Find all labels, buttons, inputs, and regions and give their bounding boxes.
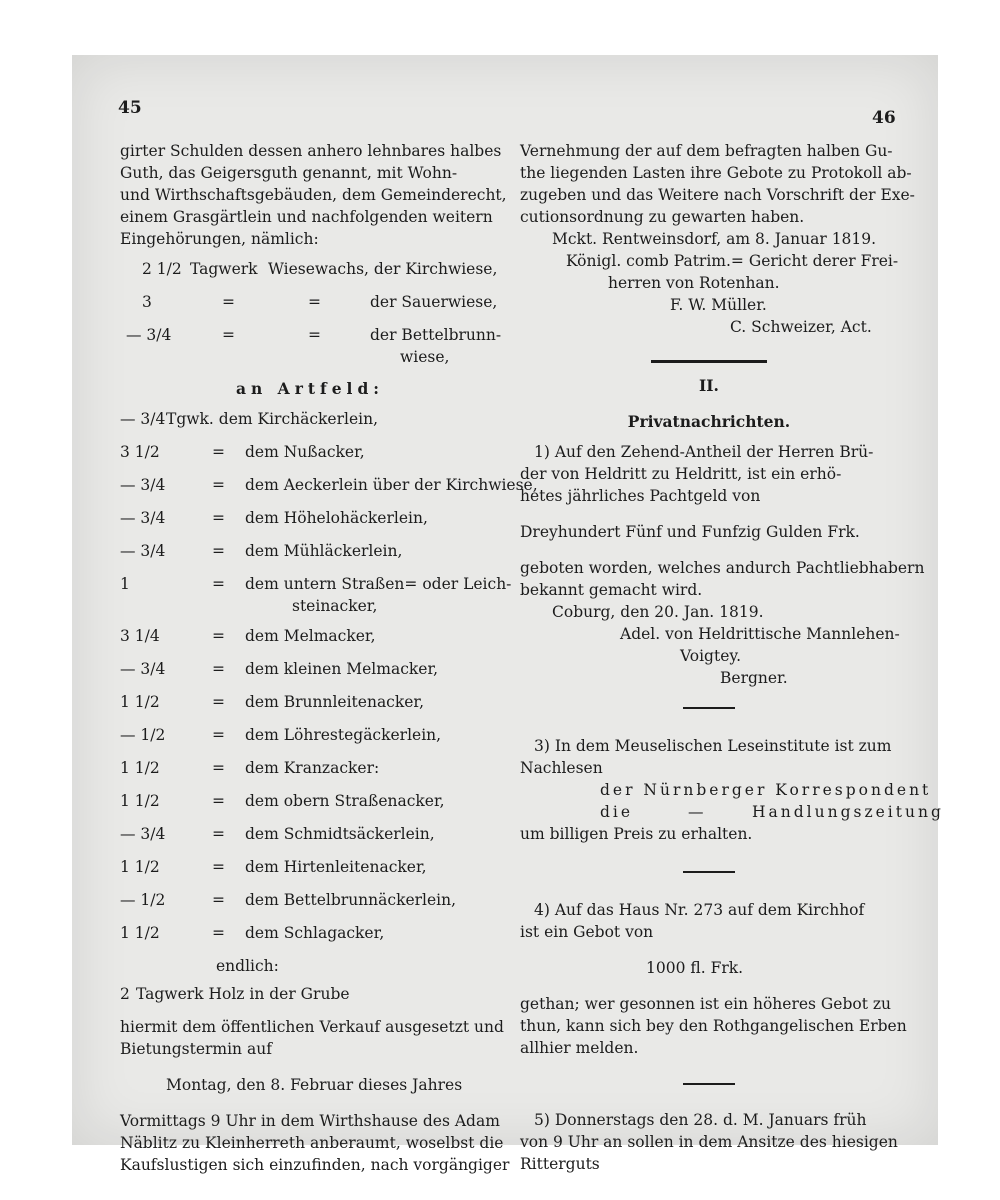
sale-paragraph [120,1016,504,1060]
meadow-row [120,291,500,324]
bid-amount: 1000 fl. Frk. [646,959,744,977]
wood-text: Tagwerk Holz in der Grube [136,985,350,1003]
field-row [120,757,500,790]
field-name: Tgwk. dem Kirchäckerlein, [166,410,378,428]
text-line: ist ein Gebot von [520,923,654,941]
amount: — 3/4 [120,476,166,494]
text-line: the liegenden Lasten ihre Gebote zu Protokoll ab- [520,164,912,182]
meadow-name: Wiesewachs, der Kirchwiese, [268,260,498,278]
court-line: herren von Rotenhan. [608,274,780,292]
field-name: dem untern Straßen= oder Leich- [245,575,512,593]
text-line: 3) In dem Meuselischen Leseinstitute ist zum [534,737,892,755]
amount: 3 1/4 [120,627,160,645]
text-line: und Wirthschaftsgebäuden, dem Gemeinderecht, [120,186,507,204]
field-name: dem Brunnleitenacker, [245,693,425,711]
amount: 2 [120,985,130,1003]
ditto-mark: = [308,293,321,311]
amount: 3 [142,293,152,311]
page-number-right: 46 [872,108,896,128]
amount: 1 1/2 [120,858,160,876]
amount: — 1/2 [120,891,166,909]
amount: 1 1/2 [120,759,160,777]
ditto-mark: = [212,542,225,560]
amount: 2 1/2 [142,260,182,278]
place-date: Mckt. Rentweinsdorf, am 8. Januar 1819. [552,230,877,248]
ditto-mark: = [212,825,225,843]
auction-date: Montag, den 8. Februar dieses Jahres [166,1076,463,1094]
ditto-mark: = [212,891,225,909]
signature: C. Schweizer, Act. [730,318,872,336]
text-line: einem Grasgärtlein und nachfolgenden weitern [120,208,493,226]
amount: — 1/2 [120,726,166,744]
field-name: dem Hirtenleitenacker, [245,858,427,876]
text-line: Näblitz zu Kleinherreth anberaumt, woselbst die [120,1134,504,1152]
endlich-label: endlich: [216,957,279,975]
text-line: thun, kann sich bey den Rothgangelischen Erben [520,1017,907,1035]
text-line: Eingehörungen, nämlich: [120,230,319,248]
text-line: von 9 Uhr an sollen in dem Ansitze des hiesigen [520,1133,898,1151]
text-line: hetes jährliches Pachtgeld von [520,487,761,505]
ditto-mark: = [212,575,225,593]
intro-paragraph [120,140,507,250]
right-column [520,140,944,1175]
amount: 1 1/2 [120,924,160,942]
text-line: Kaufslustigen sich einzufinden, nach vorgängiger [120,1156,510,1174]
ditto-mark: = [212,792,225,810]
text-line: Bietungstermin auf [120,1040,272,1058]
field-row [120,573,512,625]
field-name: dem Kranzacker: [245,759,380,777]
ditto-mark: = [222,326,235,344]
left-column [120,140,538,1176]
ditto-mark: = [212,726,225,744]
page-number-left: 45 [118,98,142,118]
field-name: dem kleinen Melmacker, [245,660,439,678]
amount: — 3/4 [120,660,166,678]
text-line: Nachlesen [520,759,603,777]
field-row [120,691,500,724]
amount: 1 1/2 [120,792,160,810]
field-name-continued: steinacker, [292,597,378,615]
signature: F. W. Müller. [670,296,767,314]
meadow-name-continued: wiese, [400,348,450,366]
amount: 1 1/2 [120,693,160,711]
meadow-row [120,258,500,291]
ditto-mark: = [212,509,225,527]
meadow-name: der Sauerwiese, [370,293,498,311]
amount: — 3/4 [120,410,166,428]
field-row [120,856,500,889]
meadow-name: der Bettelbrunn- [370,326,502,344]
artfeld-list [120,408,538,955]
field-row [120,889,500,922]
text-line: hiermit dem öffentlichen Verkauf ausgesetzt und [120,1018,504,1036]
field-row [120,658,500,691]
place-date: Coburg, den 20. Jan. 1819. [552,603,764,621]
newspaper-title: der Nürnberger Korrespondent [600,781,932,799]
text-line: 1) Auf den Zehend-Antheil der Herren Brü- [534,443,874,461]
lease-amount: Dreyhundert Fünf und Funfzig Gulden Frk. [520,523,860,541]
article: die [600,803,634,821]
text-line: girter Schulden dessen anhero lehnbares halbes [120,142,502,160]
field-name: dem Löhrestegäckerlein, [245,726,442,744]
newspaper-row [520,801,944,823]
amount: — 3/4 [120,825,166,843]
text-line: geboten worden, welches andurch Pachtliebhabern [520,559,925,577]
field-name: dem Aeckerlein über der Kirchwiese, [245,476,538,494]
field-name: dem Schmidtsäckerlein, [245,825,435,843]
field-row [120,408,500,441]
ditto-mark: = [212,924,225,942]
text-line: allhier melden. [520,1039,639,1057]
field-row [120,474,538,507]
ditto-mark: = [222,293,235,311]
ditto-mark: = [212,443,225,461]
ditto-mark: = [308,326,321,344]
closing-paragraph [120,1110,510,1176]
signature: Bergner. [720,669,788,687]
ditto-mark: = [212,693,225,711]
text-line: gethan; wer gesonnen ist ein höheres Gebot zu [520,995,892,1013]
meadow-row [120,324,500,376]
field-name: dem Schlagacker, [245,924,385,942]
amount: 1 [120,575,130,593]
field-name: dem Bettelbrunnäckerlein, [245,891,457,909]
field-row [120,441,500,474]
ditto-mark: = [212,858,225,876]
text-line: um billigen Preis zu erhalten. [520,825,753,843]
text-line: cutionsordnung zu gewarten haben. [520,208,805,226]
field-name: dem Nußacker, [245,443,365,461]
ditto-mark: = [212,759,225,777]
text-line: der von Heldritt zu Heldritt, ist ein erhö- [520,465,842,483]
ditto-mark: = [212,476,225,494]
field-name: dem Höhelohäckerlein, [245,509,428,527]
continued-paragraph [520,140,915,228]
amount: — 3/4 [126,326,172,344]
field-row [120,540,500,573]
field-row [120,507,500,540]
field-row [120,922,500,955]
wood-row [120,983,500,1016]
field-row [120,823,500,856]
text-line: zugeben und das Weitere nach Vorschrift der Exe- [520,186,915,204]
artfeld-heading: an Artfeld: [235,379,385,398]
text-line: 5) Donnerstags den 28. d. M. Januars früh [534,1111,867,1129]
section-title: Privatnachrichten. [627,412,791,431]
field-name: dem Mühläckerlein, [245,542,403,560]
field-row [120,790,500,823]
field-name: dem obern Straßenacker, [245,792,445,810]
amount: — 3/4 [120,509,166,527]
signature: Voigtey. [680,647,742,665]
field-row [120,625,500,658]
newspaper-title: Handlungszeitung [752,803,944,821]
text-line: Ritterguts [520,1155,600,1173]
unit: Tagwerk [190,260,258,278]
text-line: 4) Auf das Haus Nr. 273 auf dem Kirchhof [534,901,865,919]
ditto-mark: = [212,660,225,678]
court-line: Königl. comb Patrim.= Gericht derer Frei- [566,252,899,270]
text-line: Guth, das Geigersguth genannt, mit Wohn- [120,164,458,182]
text-line: Vormittags 9 Uhr in dem Wirthshause des Adam [120,1112,500,1130]
text-line: bekannt gemacht wird. [520,581,703,599]
ditto-dash: — [688,803,704,821]
section-rule [651,360,767,363]
field-name: dem Melmacker, [245,627,376,645]
amount: 3 1/2 [120,443,160,461]
section-numeral: II. [699,376,719,395]
text-line: Vernehmung der auf dem befragten halben Gu- [520,142,893,160]
signature: Adel. von Heldrittische Mannlehen- [620,625,900,643]
ditto-mark: = [212,627,225,645]
notice-1 [520,441,898,507]
amount: — 3/4 [120,542,166,560]
field-row [120,724,500,757]
